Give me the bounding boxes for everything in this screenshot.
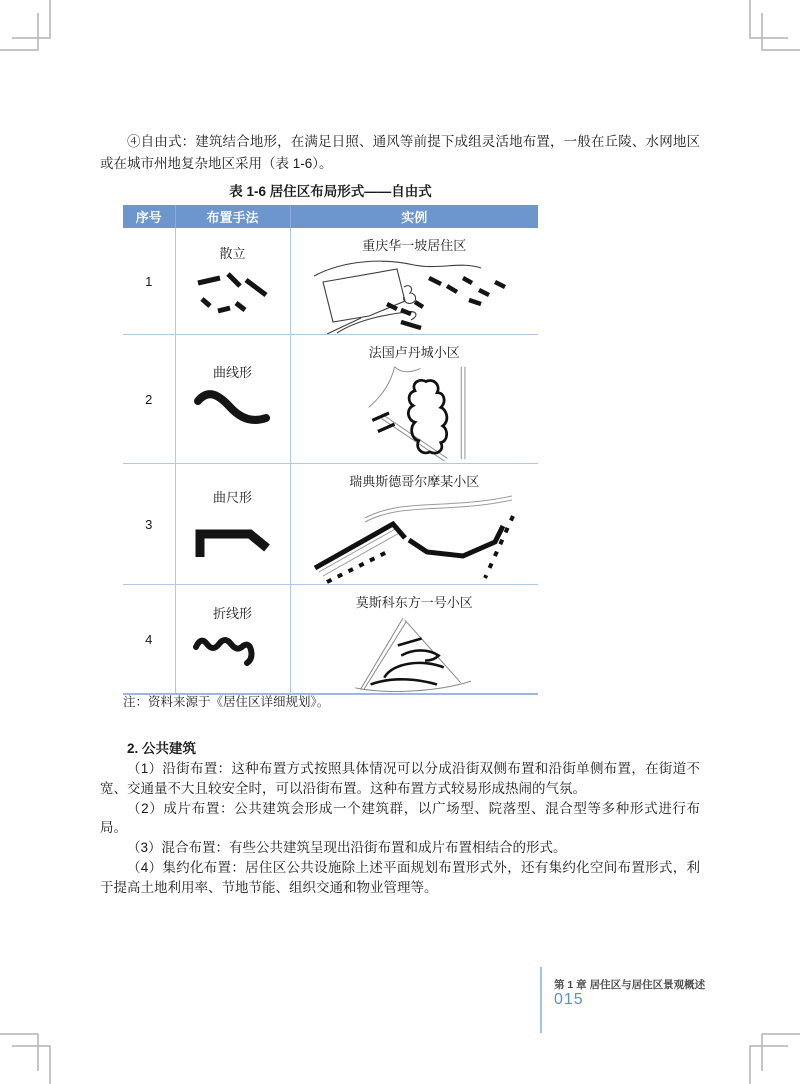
method-label: 曲尺形: [212, 489, 252, 505]
table-row: [123, 335, 538, 464]
layout-forms-table: [123, 205, 538, 695]
intro-paragraph: ④自由式：建筑结合地形，在满足日照、通风等前提下成组灵活地布置，一般在丘陵、水网地区或在城市州地复杂地区采用（表 1-6）。: [100, 133, 700, 171]
section-paragraph-2: （2）成片布置：公共建筑会形成一个建筑群，以广场型、院落型、混合型等多种形式进行布局。: [100, 800, 700, 836]
section-paragraph-1: （1）沿街布置：这种布置方式按照具体情况可以分成沿街双侧布置和沿街单侧布置，在街道不宽、交通量不大且较安全时，可以沿街布置。这种布置方式较易形成热闹的气氛。: [100, 761, 700, 796]
example-caption: 莫斯科东方一号小区: [355, 595, 473, 610]
section-body: [100, 759, 700, 898]
table-row: [123, 585, 538, 695]
scattered-layout-sketch-icon: [188, 268, 278, 320]
table-row: [123, 464, 538, 585]
zigzag-layout-sketch-icon: [188, 628, 278, 676]
chongqing-example-sketch-icon: [309, 256, 519, 334]
section-paragraph-4: （4）集约化布置：居住区公共设施除上述平面规划布置形式外，还有集约化空间布置形式，利于提高土地利用率、节地节能、组织交通和物业管理等。: [100, 859, 700, 895]
crop-mark-top-right-icon: [740, 0, 800, 60]
table-header-row: [123, 205, 538, 228]
curve-layout-sketch-icon: [188, 387, 278, 437]
section-heading: 2. 公共建筑: [127, 741, 197, 756]
example-caption: 法国卢丹城小区: [368, 345, 460, 360]
row-number: 4: [123, 585, 175, 695]
example-caption: 瑞典斯德哥尔摩某小区: [349, 474, 480, 489]
france-example-sketch-icon: [349, 363, 479, 463]
footer-chapter-title: 第 1 章 居住区与居住区景观概述: [554, 979, 706, 991]
stockholm-example-sketch-icon: [307, 492, 522, 584]
method-label: 曲线形: [212, 364, 252, 380]
row-number: 1: [145, 273, 153, 289]
example-caption: 重庆华一坡居住区: [362, 238, 467, 253]
footer-divider: [540, 967, 542, 1033]
l-shape-layout-sketch-icon: [188, 512, 278, 562]
row-number: 3: [123, 464, 175, 585]
table-title: 表 1-6 居住区布局形式——自由式: [229, 184, 432, 199]
column-header-number: 序号: [123, 205, 175, 228]
method-label: 折线形: [212, 605, 252, 621]
page-number: 015: [554, 991, 584, 1008]
method-label: 散立: [219, 245, 246, 261]
row-number: 2: [123, 335, 175, 464]
crop-mark-bottom-right-icon: [740, 1024, 800, 1084]
table-row: [123, 228, 538, 335]
section-paragraph-3: （3）混合布置：有些公共建筑呈现出沿街布置和成片布置相结合的形式。: [127, 840, 567, 856]
moscow-example-sketch-icon: [339, 613, 489, 693]
column-header-method: 布置手法: [175, 205, 290, 228]
crop-mark-bottom-left-icon: [0, 1024, 60, 1084]
table-source-note: 注：资料来源于《居住区详细规划》。: [123, 695, 330, 709]
crop-mark-top-left-icon: [0, 0, 60, 60]
column-header-example: 实例: [290, 205, 538, 228]
